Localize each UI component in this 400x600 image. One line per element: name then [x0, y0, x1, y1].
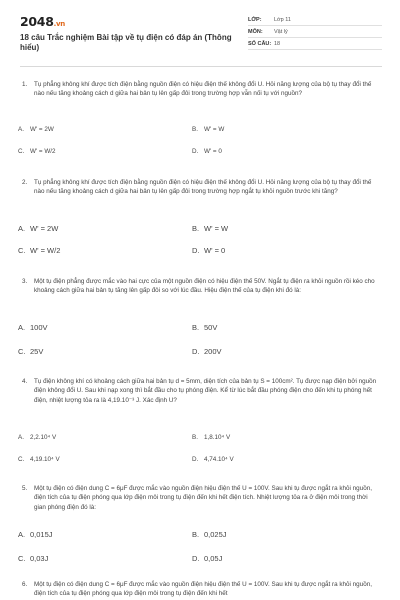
option-a[interactable]: A. 0,015J	[18, 530, 53, 539]
logo-main: 2048	[20, 14, 54, 29]
option-c[interactable]: C. 4,19.10⁴ V	[18, 456, 60, 463]
option-c[interactable]: C. W' = W/2	[18, 148, 56, 155]
question-text: Một tụ điện có điện dung C = 6μF được mắc vào nguồn điện hiệu điện thế U = 100V. Sau khi tụ được ngắt ra khỏi nguồn, điện tích của tụ điện phóng qua lớp điện môi trong tụ điện đến khi hết điện tích. Nhiệt lượng tỏa ra ở điện môi trong thời gian phóng điện đó là:	[34, 485, 372, 511]
option-b[interactable]: B. W' = W	[192, 126, 225, 133]
question-text: Tụ phẳng không khí được tích điện bằng nguồn điện có hiệu điện thế không đổi U. Hỏi năng lượng của bộ tụ thay đổi thế nào nếu tăng khoảng cách d giữa hai bản tụ lên gấp đôi trong trường hợp vẫn nối tụ với nguồn?	[34, 81, 372, 98]
question-1	[22, 80, 380, 99]
option-b[interactable]: B. 1,8.10⁴ V	[192, 434, 231, 441]
option-a[interactable]: A. 100V	[18, 323, 48, 332]
question-text: Tụ điện không khí có khoảng cách giữa hai bản tụ d = 5mm, diện tích của bản tụ S = 100cm². Tụ được nạp điện bởi nguồn điện không đổi U. Sau khi nạp xong thì bắt đầu cho tụ phóng điện. Kể từ lúc bắt đầu phóng điện cho đến khi tụ phóng hết điện, nhiệt lượng tỏa ra là 4,19.10⁻³ J. Xác định U?	[34, 378, 377, 404]
header-divider	[20, 66, 382, 67]
option-a[interactable]: A. W' = 2W	[18, 126, 54, 133]
option-d[interactable]: D. W' = 0	[192, 148, 222, 155]
option-c[interactable]: C. 0,03J	[18, 554, 49, 563]
question-4	[22, 377, 380, 405]
question-text: Một tụ điện có điện dung C = 6μF được mắc vào nguồn điện hiệu điện thế U = 100V. Sau khi tụ được ngắt ra khỏi nguồn, điện tích của tụ điện phóng qua lớp điện môi trong tụ điện đến khi hết	[34, 581, 372, 598]
meta-row-count: SỐ CÂU: 18	[248, 38, 382, 50]
document-meta	[248, 14, 382, 50]
question-number: 3.	[22, 278, 28, 285]
document-title: 18 câu Trắc nghiệm Bài tập về tụ điện có đáp án (Thông hiểu)	[20, 33, 232, 52]
option-d[interactable]: D. 0,05J	[192, 554, 223, 563]
question-text: Tụ phẳng không khí được tích điện bằng nguồn điện có hiệu điện thế không đổi U. Hỏi năng lượng của bộ tụ thay đổi thế nào nếu tăng khoảng cách d giữa hai bản tụ lên gấp đôi trong trường hợp ngắt tụ khỏi nguồn trước khi tăng?	[34, 179, 372, 196]
option-b[interactable]: B. 0,025J	[192, 530, 227, 539]
option-b[interactable]: B. 50V	[192, 323, 218, 332]
document-header	[20, 14, 382, 52]
question-number: 5.	[22, 485, 28, 492]
question-number: 6.	[22, 581, 28, 588]
question-number: 1.	[22, 81, 28, 88]
option-d[interactable]: D. 200V	[192, 347, 222, 356]
option-c[interactable]: C. 25V	[18, 347, 44, 356]
question-number: 2.	[22, 179, 28, 186]
question-number: 4.	[22, 378, 28, 385]
option-d[interactable]: D. W' = 0	[192, 246, 226, 255]
meta-row-subject: MÔN: Vật lý	[248, 26, 382, 38]
question-text: Một tụ điện phẳng được mắc vào hai cực của một nguồn điện có hiệu điện thế 50V. Ngắt tụ điện ra khỏi nguồn rồi kéo cho khoảng cách giữa hai bản tụ tăng lên gấp đôi so với lúc đầu. Hiệu điện thế của tụ điện khi đó là:	[34, 278, 375, 295]
question-2	[22, 178, 380, 197]
option-a[interactable]: A. 2,2.10⁴ V	[18, 434, 57, 441]
logo-suffix: .vn	[53, 20, 65, 28]
question-6	[22, 580, 380, 599]
option-d[interactable]: D. 4,74.10⁴ V	[192, 456, 234, 463]
meta-row-class: LỚP: Lớp 11	[248, 14, 382, 26]
option-c[interactable]: C. W' = W/2	[18, 246, 61, 255]
option-b[interactable]: B. W' = W	[192, 224, 229, 233]
option-a[interactable]: A. W' = 2W	[18, 224, 59, 233]
question-3	[22, 277, 380, 296]
question-5	[22, 484, 380, 512]
